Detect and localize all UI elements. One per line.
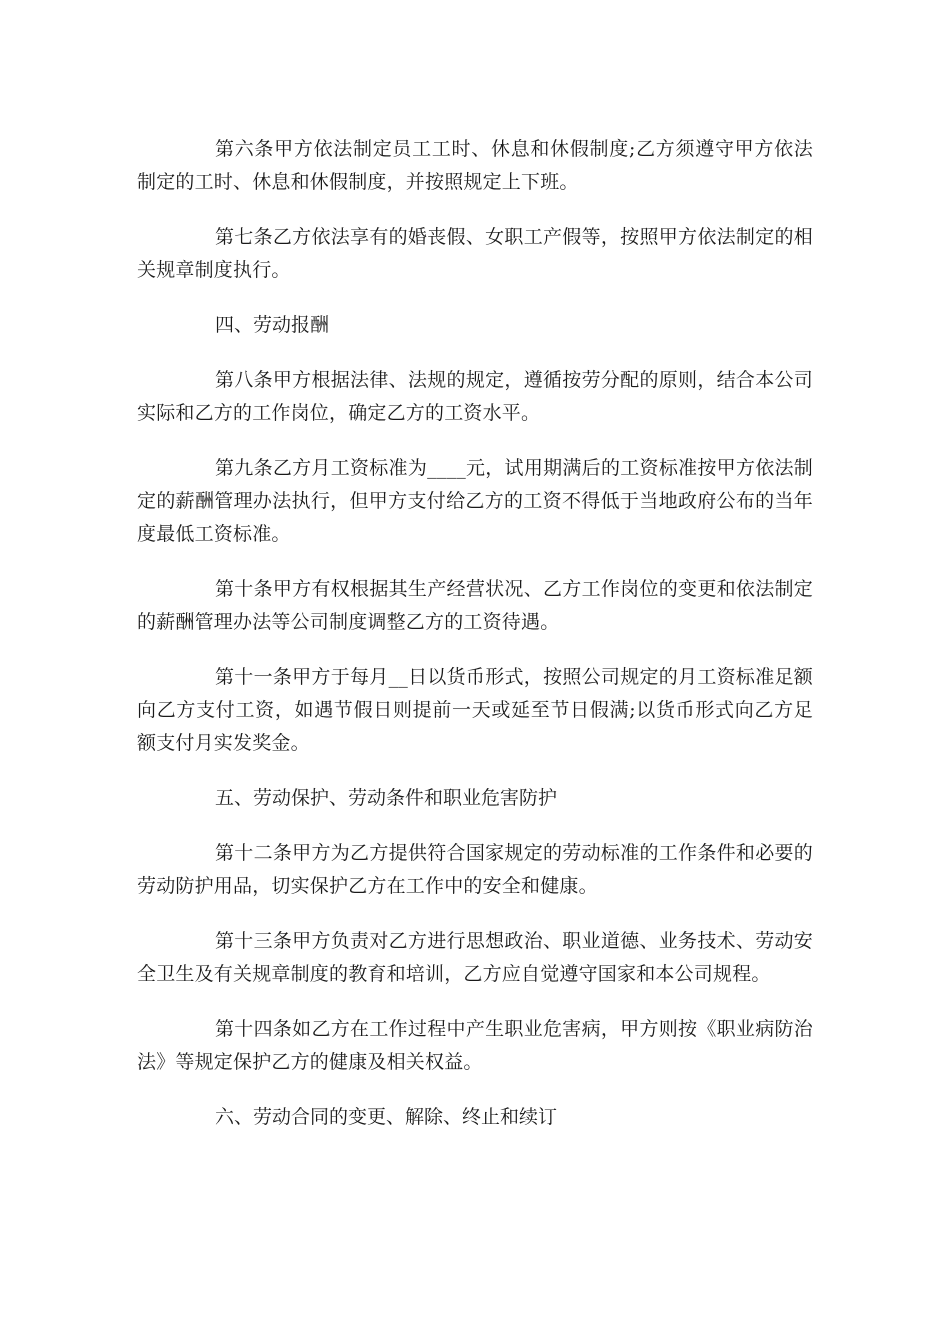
section-heading-5: 五、劳动保护、劳动条件和职业危害防护 [215,787,558,809]
article-9: 第九条乙方月工资标准为____元，试用期满后的工资标准按甲方依法制定的薪酬管理办法执行，但甲方支付给乙方的工资不得低于当地政府公布的当年度最低工资标准。 [137,457,813,545]
document-body [137,133,813,1156]
article-6: 第六条甲方依法制定员工工时、休息和休假制度;乙方须遵守甲方依法制定的工时、休息和休假制度，并按照规定上下班。 [137,138,813,193]
article-11: 第十一条甲方于每月__日以货币形式，按照公司规定的月工资标准足额向乙方支付工资，如遇节假日则提前一天或延至节日假满;以货币形式向乙方足额支付月实发奖金。 [137,666,813,754]
article-8: 第八条甲方根据法律、法规的规定，遵循按劳分配的原则，结合本公司实际和乙方的工作岗位，确定乙方的工资水平。 [137,369,813,424]
article-12: 第十二条甲方为乙方提供符合国家规定的劳动标准的工作条件和必要的劳动防护用品，切实保护乙方在工作中的安全和健康。 [137,842,813,897]
section-heading-6: 六、劳动合同的变更、解除、终止和续订 [215,1106,558,1128]
article-7: 第七条乙方依法享有的婚丧假、女职工产假等，按照甲方依法制定的相关规章制度执行。 [137,226,813,281]
article-14: 第十四条如乙方在工作过程中产生职业危害病，甲方则按《职业病防治法》等规定保护乙方的健康及相关权益。 [137,1018,813,1073]
section-heading-4: 四、劳动报酬 [215,314,330,336]
article-13: 第十三条甲方负责对乙方进行思想政治、职业道德、业务技术、劳动安全卫生及有关规章制度的教育和培训，乙方应自觉遵守国家和本公司规程。 [137,930,813,985]
article-10: 第十条甲方有权根据其生产经营状况、乙方工作岗位的变更和依法制定的薪酬管理办法等公司制度调整乙方的工资待遇。 [137,578,813,633]
